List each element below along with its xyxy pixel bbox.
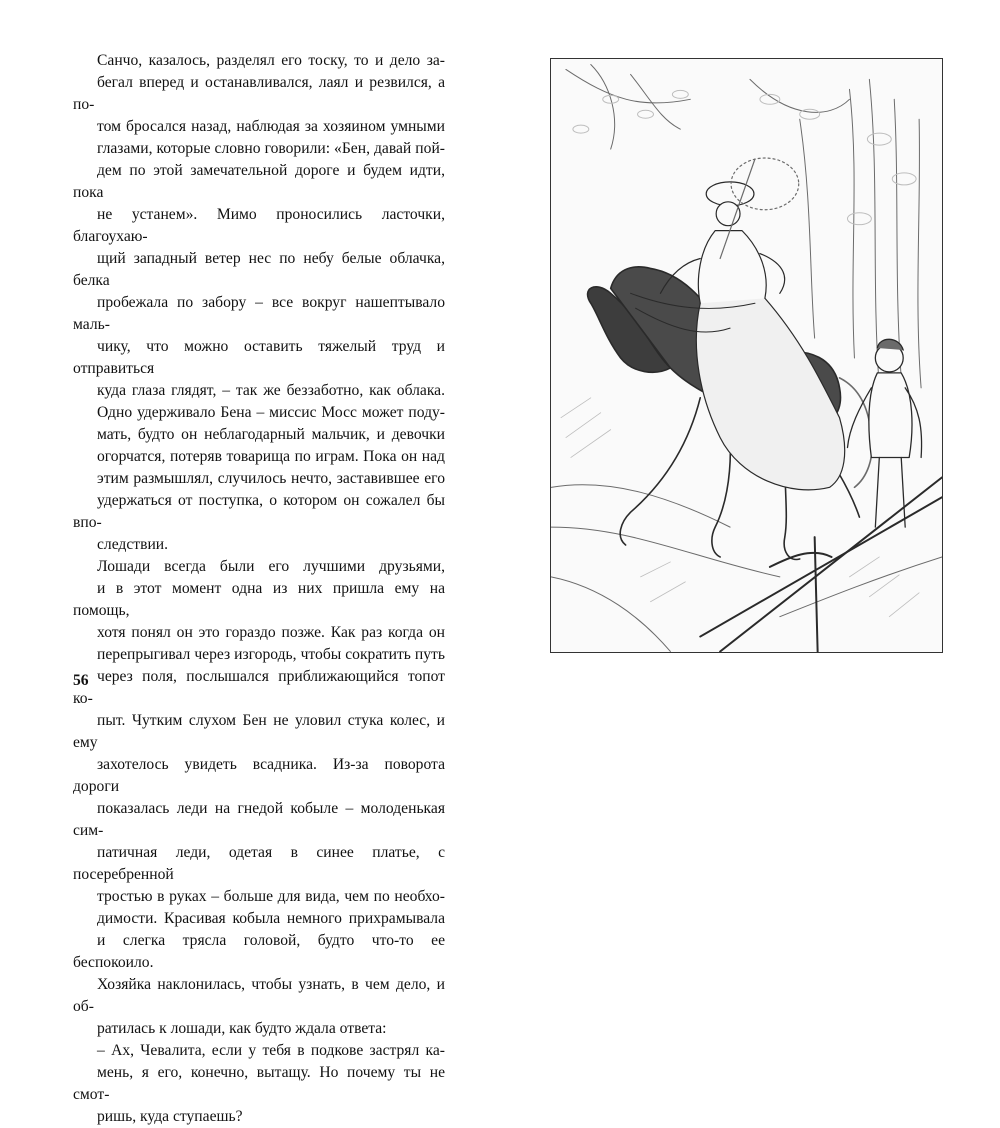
text-line: удержаться от поступка, о котором он сожалел бы впо- <box>73 492 445 531</box>
text-line: ришь, куда ступаешь? <box>97 1108 243 1125</box>
text-line: глазами, которые словно говорили: «Бен, давай пой- <box>97 140 445 157</box>
text-line: пробежала по забору – все вокруг нашептывало маль- <box>73 294 445 333</box>
paragraph-1 <box>73 50 445 556</box>
page-number: 56 <box>73 672 89 689</box>
text-line: дем по этой замечательной дороге и будем идти, пока <box>73 162 445 201</box>
text-line: захотелось увидеть всадника. Из-за поворота дороги <box>73 756 445 795</box>
text-line: показалась леди на гнедой кобыле – молоденькая сим- <box>73 800 445 839</box>
text-line: перепрыгивал через изгородь, чтобы сократить путь <box>97 646 445 663</box>
ground <box>551 485 942 652</box>
text-line: Хозяйка наклонилась, чтобы узнать, в чем дело, и об- <box>73 976 445 1015</box>
text-line: Санчо, казалось, разделял его тоску, то и дело за- <box>97 52 445 69</box>
text-line: – Ах, Чевалита, если у тебя в подкове застрял ка- <box>97 1042 445 1059</box>
text-line: мень, я его, конечно, вытащу. Но почему ты не смот- <box>73 1064 445 1103</box>
text-line: хотя понял он это гораздо позже. Как раз когда он <box>97 624 445 641</box>
illustration-horse-rider <box>550 58 943 653</box>
text-line: Лошади всегда были его лучшими друзьями, <box>97 558 445 575</box>
paragraph-3 <box>73 1040 445 1128</box>
foliage <box>573 90 916 224</box>
text-line: том бросался назад, наблюдая за хозяином умными <box>97 118 445 135</box>
text-line: Одно удерживало Бена – миссис Мосс может поду- <box>97 404 445 421</box>
text-line: тростью в руках – больше для вида, чем по необхо- <box>97 888 445 905</box>
text-column <box>73 50 445 1128</box>
paragraph-2 <box>73 556 445 1040</box>
text-line: и в этот момент одна из них пришла ему на помощь, <box>73 580 445 619</box>
pencil-sketch <box>551 59 942 652</box>
boy <box>847 339 921 527</box>
text-line: мать, будто он неблагодарный мальчик, и девочки <box>97 426 445 443</box>
text-line: бегал вперед и останавливался, лаял и резвился, а по- <box>73 74 445 113</box>
fence <box>700 477 942 651</box>
text-line: ратилась к лошади, как будто ждала ответа: <box>97 1020 387 1037</box>
text-line: щий западный ветер нес по небу белые облачка, белка <box>73 250 445 289</box>
text-line: патичная леди, одетая в синее платье, с посеребренной <box>73 844 445 883</box>
text-line: куда глаза глядят, – так же беззаботно, как облака. <box>97 382 445 399</box>
text-line: пыт. Чутким слухом Бен не уловил стука колес, и ему <box>73 712 445 751</box>
text-line: не устанем». Мимо проносились ласточки, благоухаю- <box>73 206 445 245</box>
text-line: огорчатся, потеряв товарища по играм. Пока он над <box>97 448 445 465</box>
text-line: этим размышлял, случилось нечто, заставившее его <box>97 470 445 487</box>
text-line: чику, что можно оставить тяжелый труд и отправиться <box>73 338 445 377</box>
text-line: следствии. <box>97 536 169 553</box>
text-line: димости. Красивая кобыла немного прихрамывала <box>97 910 445 927</box>
text-line: через поля, послышался приближающийся топот ко- <box>73 668 445 707</box>
text-line: и слегка трясла головой, будто что-то ее беспокоило. <box>73 932 445 971</box>
